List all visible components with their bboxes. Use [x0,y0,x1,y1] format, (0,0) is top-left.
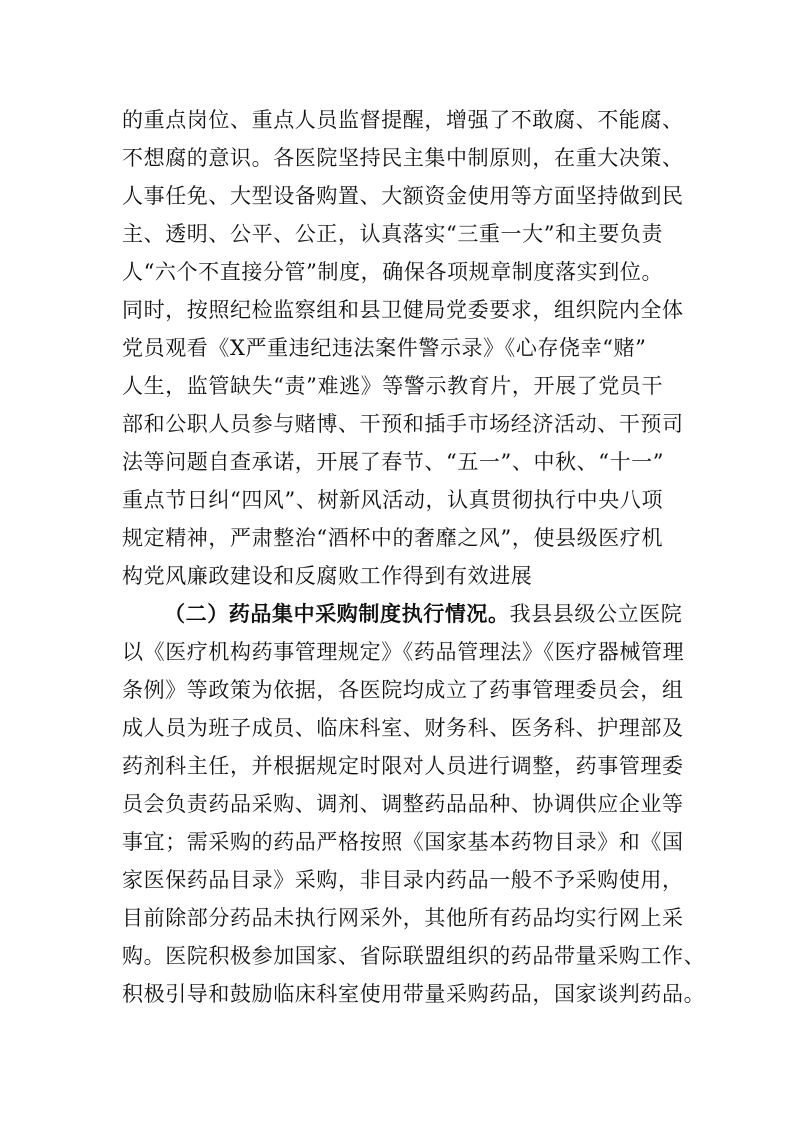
body-line: 药剂科主任，并根据规定时限对人员进行调整，药事管理委 [122,754,684,778]
body-line: 家医保药品目录》采购，非目录内药品一般不予采购使用， [122,868,684,892]
body-line: 主、透明、公平、公正，认真落实“三重一大”和主要负责 [122,222,664,246]
section-heading: （二）药品集中采购制度执行情况。 [164,601,510,626]
section-first-line-text: 我县县级公立医院 [509,602,683,626]
body-line: 人生，监管缺失“责”难逃》等警示教育片，开展了党员干 [122,374,664,398]
body-line: 人“六个不直接分管”制度，确保各项规章制度落实到位。 [122,260,664,284]
body-line: 不想腐的意识。各医院坚持民主集中制原则，在重大决策、 [122,146,684,170]
body-line: 积极引导和鼓励临床科室使用带量采购药品，国家谈判药品。 [122,982,706,1006]
body-line: 部和公职人员参与赌博、干预和插手市场经济活动、干预司 [122,412,684,436]
body-line: 党员观看《X严重违纪违法案件警示录》《心存侥幸“赌” [122,336,647,360]
body-line: 购。医院积极参加国家、省际联盟组织的药品带量采购工作、 [122,944,706,968]
body-line: 重点节日纠“四风”、树新风活动，认真贯彻执行中央八项 [122,488,664,512]
body-line: 人事任免、大型设备购置、大额资金使用等方面坚持做到民 [122,184,684,208]
body-line: 规定精神，严肃整治“酒杯中的奢靡之风”，使县级医疗机 [122,526,664,550]
body-line: 法等问题自查承诺，开展了春节、“五一”、中秋、“十一” [122,450,665,474]
body-line: 以《医疗机构药事管理规定》《药品管理法》《医疗器械管理 [122,640,685,664]
body-line: 员会负责药品采购、调剂、调整药品品种、协调供应企业等 [122,792,684,816]
body-line: 事宜；需采购的药品严格按照《国家基本药物目录》和《国 [122,830,684,854]
body-line: 成人员为班子成员、临床科室、财务科、医务科、护理部及 [122,716,684,740]
body-line: 目前除部分药品未执行网采外，其他所有药品均实行网上采 [122,906,684,930]
body-line: 的重点岗位、重点人员监督提醒，增强了不敢腐、不能腐、 [122,108,684,132]
section-first-line [164,595,682,633]
body-line: 构党风廉政建设和反腐败工作得到有效进展 [122,564,533,588]
body-line: 同时，按照纪检监察组和县卫健局党委要求，组织院内全体 [122,298,684,322]
body-line: 条例》等政策为依据，各医院均成立了药事管理委员会，组 [122,678,684,702]
